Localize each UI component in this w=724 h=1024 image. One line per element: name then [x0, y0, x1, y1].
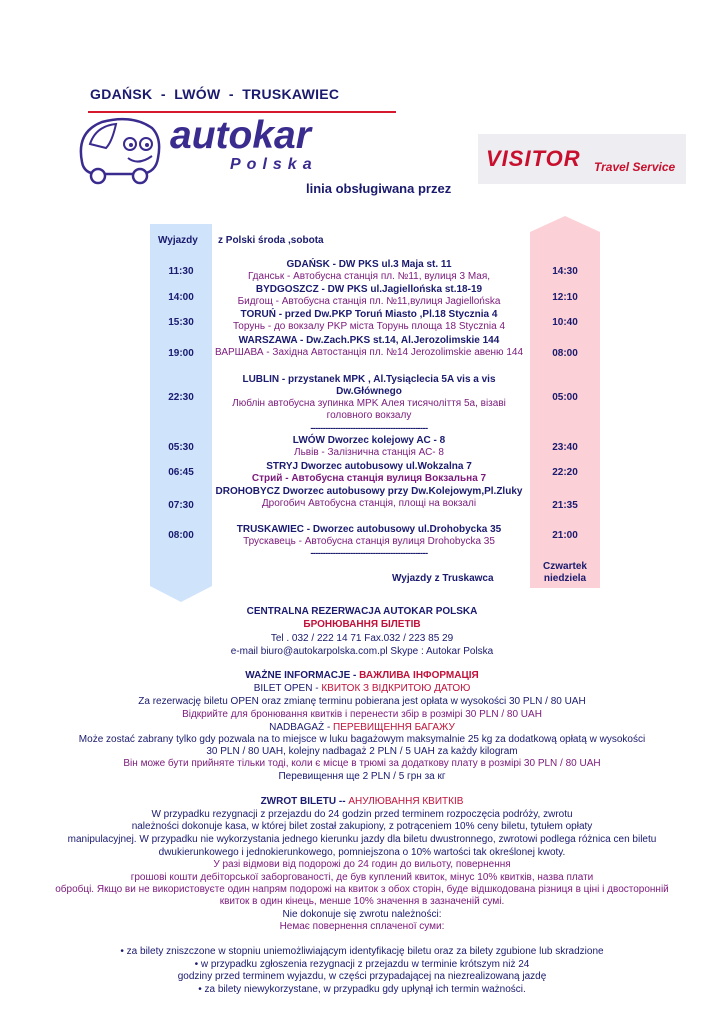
return-time: 08:00 — [552, 348, 578, 359]
departure-time: 19:00 — [168, 348, 194, 359]
stop-name-ua: Торунь - до вокзалу PKP міста Торунь площа 18 Stycznia 4 — [232, 321, 506, 332]
stop-name-ua: Трускавець - Автобусна станція вулиця Drohobycka 35 — [243, 536, 495, 547]
departures-label: Wyjazdy — [158, 235, 198, 246]
stop-entry — [215, 374, 523, 422]
stop-name-ua: Львів - Залізнична станція АС- 8 — [294, 447, 444, 458]
departure-time: 07:30 — [168, 500, 194, 511]
refund-line-pl: dwukierunkowego i jednokierunkowego, pomniejszona o 10% wartości tak określonej kwoty. — [158, 847, 566, 858]
stop-name-pl: LWÓW Dworzec kolejowy AC - 8 — [292, 435, 446, 446]
return-day: Czwartek — [543, 561, 587, 572]
refund-heading-ua: АНУЛЮВАННЯ КВИТКІВ — [345, 796, 464, 807]
refund-line-ua: квиток в один кінець, менше 10% значення в зазначеній сумі. — [219, 896, 505, 907]
departure-time: 11:30 — [168, 266, 194, 277]
return-label: Wyjazdy z Truskawca — [392, 573, 494, 584]
no-refund-bullet: • za bilety zniszczone w stopniu uniemożliwiającym identyfikację biletu oraz za bilety zgubione lub skradzione — [120, 946, 604, 957]
stop-name-pl: TORUŃ - przed Dw.PKP Toruń Miasto ,Pl.18 Stycznia 4 — [240, 309, 498, 320]
stop-name-ua: ВАРШАВА - Західна Автостанція пл. №14 Jerozolimskie авеню 144 — [215, 347, 524, 358]
no-refund-bullet: • w przypadku zgłoszenia rezygnacji z przejazdu w terminie krótszym niż 24 — [194, 959, 530, 970]
refund-line-pl: W przypadku rezygnacji z przejazdu do 24 godzin przed terminem rozpoczęcia podróży, zwrotu — [151, 809, 573, 820]
refund-line-pl: manipulacyjnej. W przypadku nie wykorzystania jednego kierunku jazdy dla biletu dwustronnego, zwrotowi podlega różnica cen biletu — [67, 834, 657, 845]
departure-time: 05:30 — [168, 442, 194, 453]
open-ticket-text-ua: Відкрийте для бронювання квитків і перенести збір в розмірі 30 PLN / 80 UAH — [182, 709, 542, 720]
stop-name-ua: Гданськ - Автобусна станція пл. №11, вулиця 3 Мая, — [247, 271, 491, 282]
refund-line-ua: У разі відмови від подорожі до 24 годин до вильоту, повернення — [213, 859, 511, 870]
return-time: 10:40 — [552, 317, 578, 328]
open-ticket-heading-pl: BILET OPEN - — [253, 683, 319, 694]
visitor-logo-word: VISITOR — [486, 146, 581, 171]
important-heading-ua: ВАЖЛИВА ІНФОРМАЦІЯ — [356, 670, 479, 681]
important-heading-pl: WAŻNE INFORMACJE - — [245, 670, 357, 681]
section-separator: ----------------------------------------------- — [310, 423, 428, 433]
visitor-logo-subtitle: Travel Service — [594, 160, 676, 174]
important-heading — [20, 670, 704, 682]
stop-name-pl: LUBLIN - przystanek MPK , Al.Tysiąclecia 5A vis a vis Dw.Głównego — [242, 374, 496, 397]
luggage-text-pl: Może zostać zabrany tylko gdy pozwala na to miejsce w luku bagażowym maksymalnie 25 kg za dodatkową opłatą w wysokości — [78, 734, 646, 745]
stop-entry — [215, 524, 523, 548]
stop-name-ua: Люблін автобусна зупинка MPK Алея тисячоліття 5a, візаві головного вокзалу — [232, 398, 506, 421]
served-by-label: linia obsługiwana przez — [306, 181, 452, 196]
refund-line-ua: обробці. Якщо ви не використовуєте один напрям подорожі на квиток з обох сторін, буде відшкодована різниця в ціні і двосторонній — [55, 884, 669, 895]
bus-logo-icon — [72, 114, 164, 186]
no-refund-bullet: godziny przed terminem wyjazdu, w części przypadającej na niezrealizowaną jazdę — [177, 971, 547, 982]
open-ticket-text-pl: Za rezerwację biletu OPEN oraz zmianę terminu pobierana jest opłata w wysokości 30 PLN / 80 UAH — [138, 696, 586, 707]
stop-entry — [215, 309, 523, 333]
return-days — [530, 561, 600, 585]
stop-name-pl: WARSZAWA - Dw.Zach.PKS st.14, Al.Jerozolimskie 144 — [238, 335, 500, 346]
luggage-heading-pl: NADBAGAŻ - — [269, 722, 331, 733]
departure-arrow — [148, 224, 214, 604]
no-refund-bullet: • za bilety niewykorzystane, w przypadku gdy upłynął ich termin ważności. — [198, 984, 526, 995]
open-ticket-heading — [20, 683, 704, 695]
stop-name-ua: Бидгощ - Автобусна станція пл. №11,вулиця Jagiellońska — [237, 296, 501, 307]
return-day: niedziela — [543, 573, 587, 584]
section-separator: ----------------------------------------------- — [310, 548, 428, 558]
luggage-heading-ua: ПЕРЕВИЩЕННЯ БАГАЖУ — [330, 722, 455, 733]
stop-name-ua: Дрогобич Автобусна станція, площі на вокзалі — [261, 498, 477, 509]
stop-entry — [215, 335, 523, 359]
departure-time: 14:00 — [168, 292, 194, 303]
stop-name-ua: Стрий - Автобусна станція вулиця Вокзальна 7 — [251, 473, 487, 484]
stop-entry — [215, 461, 523, 485]
return-time: 21:35 — [552, 500, 578, 511]
luggage-text-pl: 30 PLN / 80 UAH, kolejny nadbagaż 2 PLN / 5 UAH za każdy kilogram — [206, 746, 518, 757]
luggage-text-ua: Перевищення ще 2 PLN / 5 грн за кг — [278, 771, 446, 782]
return-time: 05:00 — [552, 392, 578, 403]
stop-entry — [215, 435, 523, 459]
stop-name-pl: GDAŃSK - DW PKS ul.3 Maja st. 11 — [286, 259, 452, 270]
departure-time: 08:00 — [168, 530, 194, 541]
no-refund-heading-pl: Nie dokonuje się zwrotu należności: — [282, 909, 442, 920]
route-title: GDAŃSK - LWÓW - TRUSKAWIEC — [90, 86, 340, 102]
refund-heading-pl: ZWROT BILETU -- — [260, 796, 346, 807]
stop-entry — [215, 486, 523, 510]
reservation-email: e-mail biuro@autokarpolska.com.pl Skype : Autokar Polska — [230, 646, 494, 657]
return-time: 22:20 — [552, 467, 578, 478]
return-time: 21:00 — [552, 530, 578, 541]
return-time: 23:40 — [552, 442, 578, 453]
open-ticket-heading-ua: КВИТОК З ВІДКРИТОЮ ДАТОЮ — [318, 683, 471, 694]
stop-entry — [215, 284, 523, 308]
stop-name-pl: BYDGOSZCZ - DW PKS ul.Jagiellońska st.18-19 — [255, 284, 483, 295]
refund-line-ua: грошові кошти дебіторської заборгованості, де був куплений квиток, мінус 10% квитків, назва плати — [130, 872, 594, 883]
luggage-text-ua: Він може бути прийняте тільки тоді, коли є місце в трюмі за додаткову плату в розмірі 30 PLN / 80 UAH — [123, 758, 601, 769]
reservation-title: CENTRALNA REZERWACJA AUTOKAR POLSKA — [246, 606, 478, 617]
reservation-title-ua: БРОНЮВАННЯ БІЛЕТІВ — [303, 619, 421, 630]
stop-name-pl: DROHOBYCZ Dworzec autobusowy przy Dw.Kolejowym,Pl.Zluky — [215, 486, 523, 497]
no-refund-heading-ua: Немає повернення сплаченої суми: — [279, 921, 445, 932]
departure-time: 06:45 — [168, 467, 194, 478]
reservation-phone: Tel . 032 / 222 14 71 Fax.032 / 223 85 29 — [270, 633, 454, 644]
refund-line-pl: należności dokonuje kasa, w której bilet został zakupiony, z potrąceniem 10% ceny biletu, tytułem opłaty — [131, 821, 593, 832]
stop-entry — [215, 259, 523, 283]
return-time: 14:30 — [552, 266, 578, 277]
autokar-logo-text: autokar — [170, 114, 311, 157]
title-divider — [88, 111, 396, 113]
departure-days: z Polski środa ,sobota — [218, 235, 324, 246]
departure-time: 22:30 — [168, 392, 194, 403]
return-time: 12:10 — [552, 292, 578, 303]
stop-name-pl: STRYJ Dworzec autobusowy ul.Wokzalna 7 — [266, 461, 472, 472]
luggage-heading — [20, 722, 704, 734]
autokar-logo-subtitle: Polska — [230, 156, 318, 173]
stop-name-pl: TRUSKAWIEC - Dworzec autobusowy ul.Drohobycka 35 — [236, 524, 502, 535]
departure-time: 15:30 — [168, 317, 194, 328]
refund-heading — [20, 796, 704, 808]
